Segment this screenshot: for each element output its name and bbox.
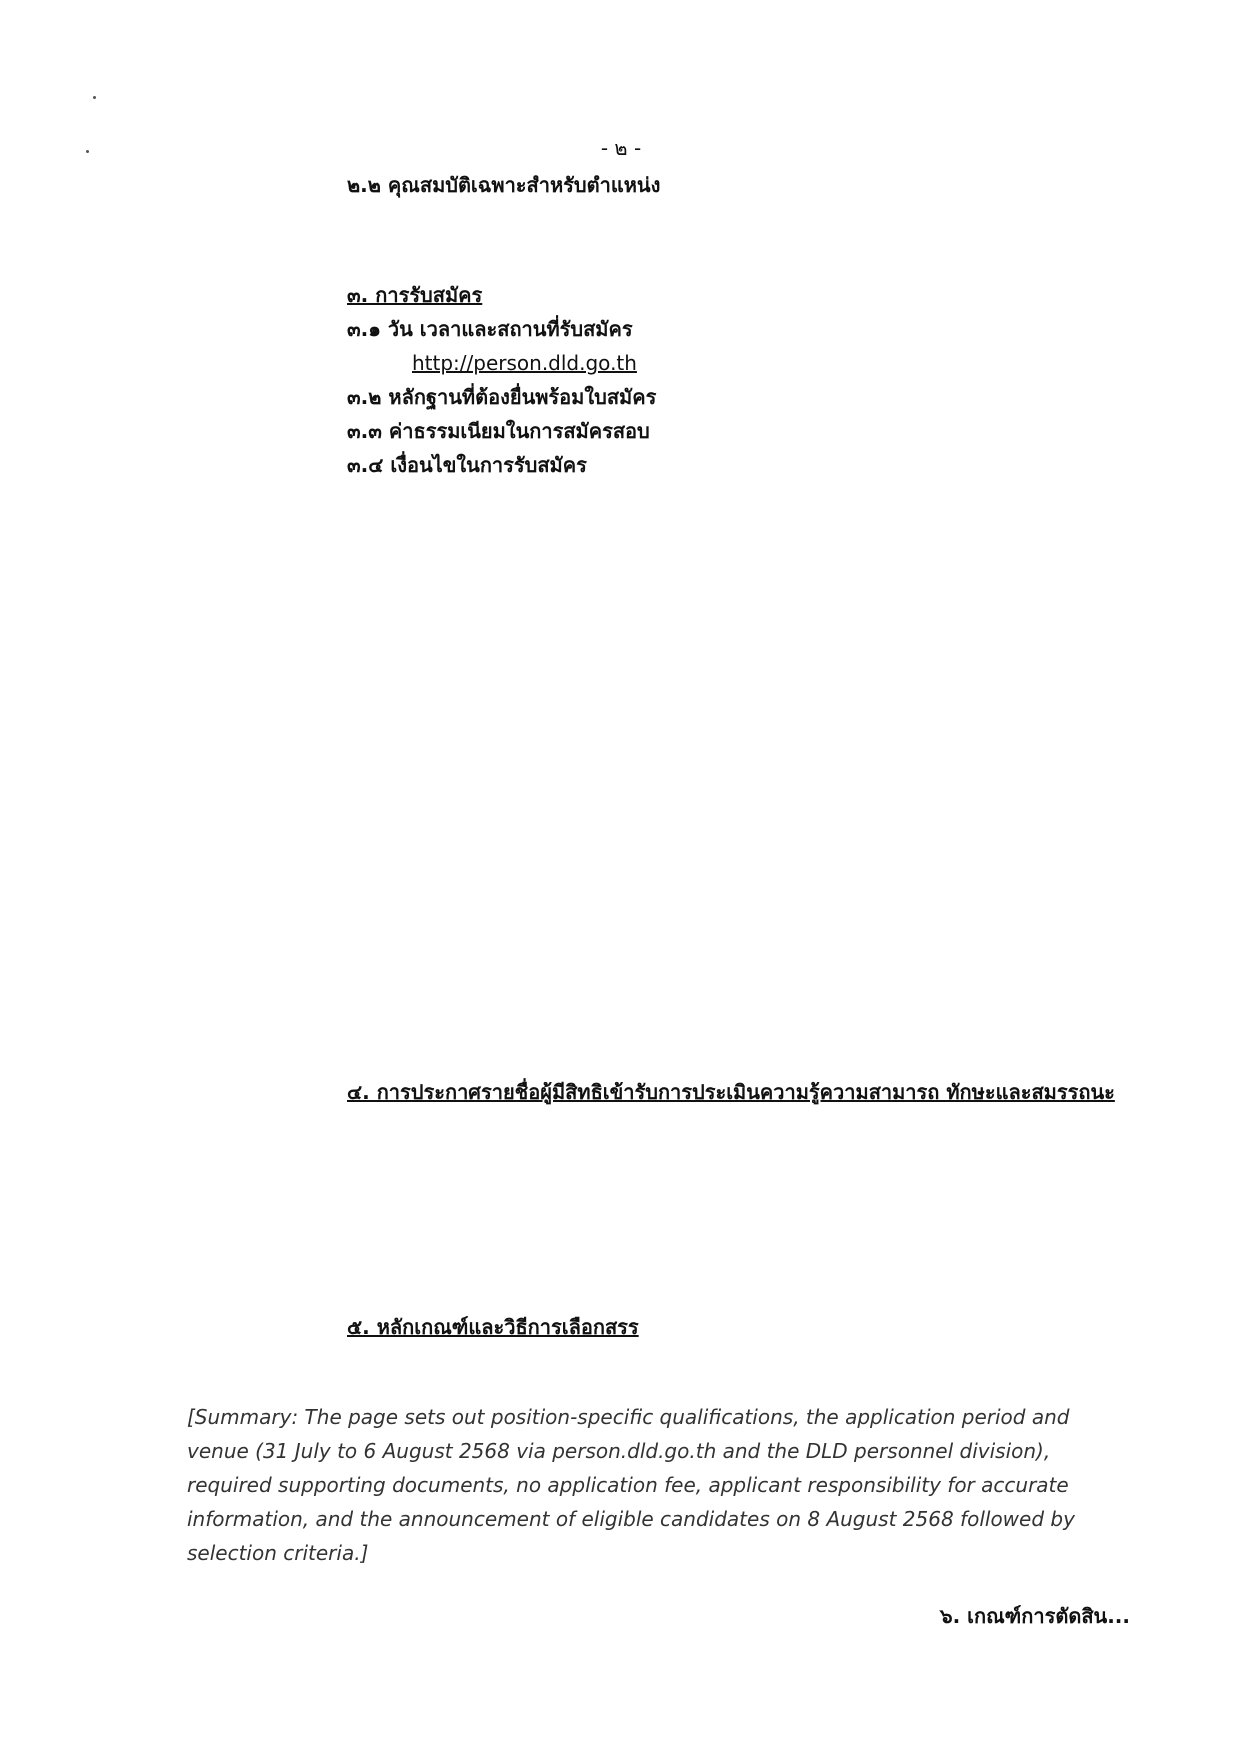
section-2-2 — [187, 168, 1130, 202]
scan-speck — [93, 96, 96, 99]
application-url[interactable] — [187, 346, 1130, 380]
heading-3-3: ๓.๓ ค่าธรรมเนียมในการสมัครสอบ — [347, 419, 650, 443]
heading-3-2: ๓.๒ หลักฐานที่ต้องยื่นพร้อมใบสมัคร — [347, 385, 657, 409]
heading-3-4: ๓.๔ เงื่อนไขในการรับสมัคร — [347, 453, 587, 477]
heading-3: ๓. การรับสมัคร — [347, 283, 483, 307]
section-5 — [187, 1310, 1130, 1344]
heading-2-2: ๒.๒ คุณสมบัติเฉพาะสำหรับตำแหน่ง — [347, 173, 661, 197]
heading-3-1: ๓.๑ วัน เวลาและสถานที่รับสมัคร — [347, 317, 633, 341]
heading-4: ๔. การประกาศรายชื่อผู้มีสิทธิเข้ารับการประเมินความรู้ความสามารถ ทักษะและสมรรถนะ — [347, 1080, 1115, 1104]
section-4 — [187, 1075, 1130, 1109]
section-3 — [187, 278, 1130, 482]
heading-5: ๕. หลักเกณฑ์และวิธีการเลือกสรร — [347, 1315, 639, 1339]
page-number: - ๒ - — [600, 136, 642, 160]
footer-continuation: ๖. เกณฑ์การตัดสิน... — [939, 1604, 1130, 1628]
url-link[interactable]: http://person.dld.go.th — [412, 351, 637, 375]
content-summary: [Summary: The page sets out position-specific qualifications, the application period and venue (31 July to 6 August 2568 via person.dld.go.th and the DLD personnel division), required supporting documents, no application fee, applicant responsibility for accurate information, and the announcement of eligible candidates on 8 August 2568 followed by selection criteria.] — [187, 1405, 1075, 1565]
